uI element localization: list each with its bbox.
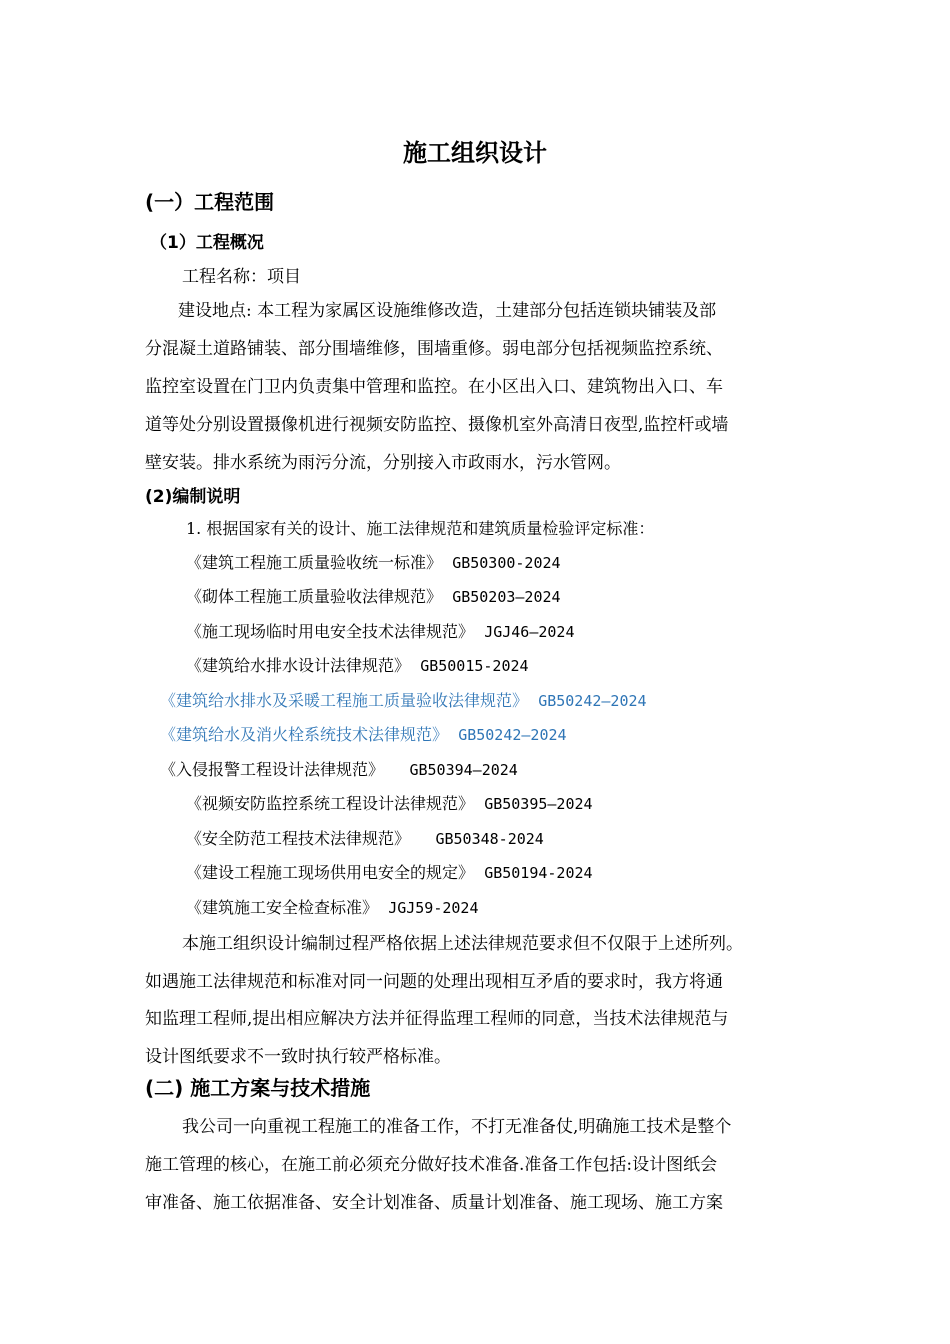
standard-item: 《视频安防监控系统工程设计法律规范》 GB50395—2024 (186, 794, 593, 813)
standard-item: 《砌体工程施工质量验收法律规范》 GB50203—2024 (186, 587, 561, 606)
paragraph-line: 道等处分别设置摄像机进行视频安防监控、摄像机室外高清日夜型,监控杆或墙 (145, 415, 729, 435)
paragraph-line: 审准备、施工依据准备、安全计划准备、质量计划准备、施工现场、施工方案 (145, 1193, 723, 1213)
paragraph-line: 分混凝土道路铺装、部分围墙维修，围墙重修。弱电部分包括视频监控系统、 (145, 339, 723, 359)
paragraph-line: 施工管理的核心，在施工前必须充分做好技术准备.准备工作包括:设计图纸会 (145, 1155, 718, 1175)
paragraph-line: 壁安装。排水系统为雨污分流，分别接入市政雨水，污水管网。 (145, 453, 621, 473)
paragraph-line: 监控室设置在门卫内负责集中管理和监控。在小区出入口、建筑物出入口、车 (145, 377, 723, 397)
standard-item-highlighted: 《建筑给水排水及采暖工程施工质量验收法律规范》 GB50242—2024 (160, 691, 647, 710)
standard-item: 《施工现场临时用电安全技术法律规范》 JGJ46—2024 (186, 622, 575, 641)
paragraph-line: 建设地点: 本工程为家属区设施维修改造，土建部分包括连锁块铺装及部 (178, 301, 717, 321)
paragraph-line: 我公司一向重视工程施工的准备工作，不打无准备仗,明确施工技术是整个 (182, 1117, 732, 1137)
paragraph-line: 本施工组织设计编制过程严格依据上述法律规范要求但不仅限于上述所列。 (182, 934, 743, 954)
paragraph-line: 设计图纸要求不一致时执行较严格标准。 (145, 1047, 451, 1067)
standard-item: 《建筑施工安全检查标准》 JGJ59-2024 (186, 898, 479, 917)
project-name: 工程名称：项目 (182, 267, 301, 287)
document-title: 施工组织设计 (403, 139, 547, 167)
standard-item: 《安全防范工程技术法律规范》 GB50348-2024 (186, 829, 544, 848)
sub1-heading: （1）工程概况 (150, 233, 264, 253)
section1-heading: (一）工程范围 (145, 190, 275, 214)
standard-item: 《建筑给水排水设计法律规范》 GB50015-2024 (186, 656, 529, 675)
standard-item-highlighted: 《建筑给水及消火栓系统技术法律规范》 GB50242—2024 (160, 725, 567, 744)
standard-item: 《入侵报警工程设计法律规范》 GB50394—2024 (160, 760, 518, 779)
paragraph-line: 知监理工程师,提出相应解决方法并征得监理工程师的同意，当技术法律规范与 (145, 1009, 729, 1029)
paragraph-line: 如遇施工法律规范和标准对同一问题的处理出现相互矛盾的要求时，我方将通 (145, 972, 723, 992)
standard-item: 《建筑工程施工质量验收统一标准》 GB50300-2024 (186, 553, 561, 572)
section2-heading: (二) 施工方案与技术措施 (145, 1076, 371, 1100)
standards-intro: 1. 根据国家有关的设计、施工法律规范和建筑质量检验评定标准： (186, 519, 655, 538)
sub2-heading: (2)编制说明 (145, 487, 241, 507)
standard-item: 《建设工程施工现场供用电安全的规定》 GB50194-2024 (186, 863, 593, 882)
